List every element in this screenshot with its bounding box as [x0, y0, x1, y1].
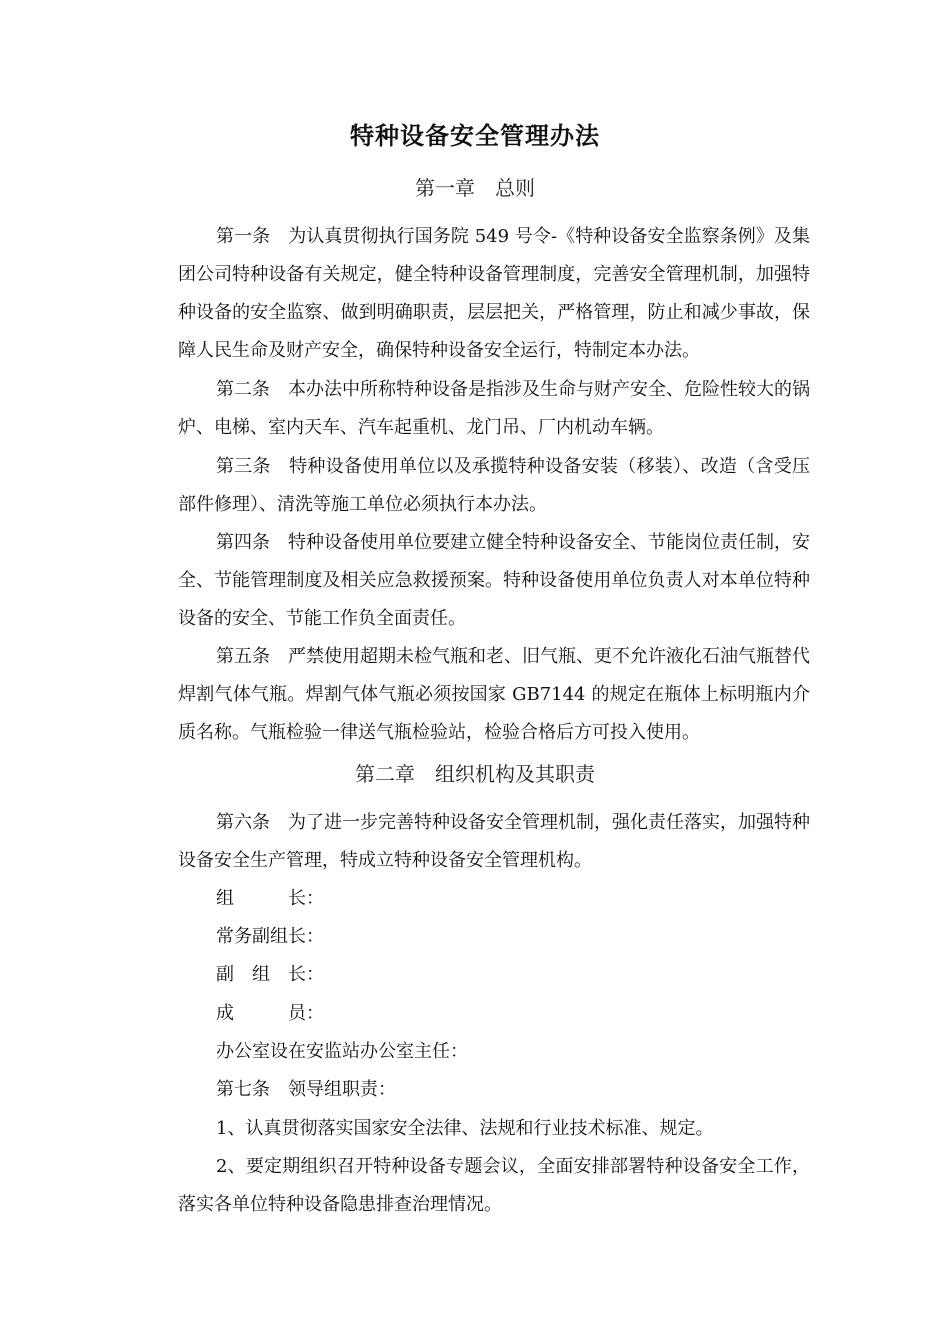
chapter-heading-1: 第一章 总则 [415, 176, 535, 200]
article-3: 第三条 特种设备使用单位以及承揽特种设备安装（移装）、改造（含受压部件修理）、清洗等施工单位必须执行本办法。 [178, 456, 810, 515]
article-1: 第一条 为认真贯彻执行国务院 549 号令-《特种设备安全监察条例》及集团公司特种设备有关规定，健全特种设备管理制度，完善安全管理机制，加强特种设备的安全监察、做到明确职责，层层把关，严格管理，防止和减少事故，保障人民生命及财产安全，确保特种设备安全运行，特制定本办法。 [178, 226, 810, 361]
duty-2: 2、要定期组织召开特种设备专题会议，全面安排部署特种设备安全工作，落实各单位特种设备隐患排查治理情况。 [178, 1156, 810, 1215]
article-5: 第五条 严禁使用超期未检气瓶和老、旧气瓶、更不允许液化石油气瓶替代焊割气体气瓶。焊割气体气瓶必须按国家 GB7144 的规定在瓶体上标明瓶内介质名称。气瓶检验一律送气瓶检验站，检验合格后方可投入使用。 [178, 646, 810, 743]
duty-1: 1、认真贯彻落实国家安全法律、法规和行业技术标准、规定。 [216, 1118, 714, 1139]
role-office: 办公室设在安监站办公室主任： [216, 1041, 468, 1062]
document-title: 特种设备安全管理办法 [350, 122, 600, 150]
role-exec-deputy: 常务副组长： [216, 926, 324, 947]
article-6: 第六条 为了进一步完善特种设备安全管理机制，强化责任落实，加强特种设备安全生产管理，特成立特种设备安全管理机构。 [178, 812, 810, 871]
role-leader: 组 长： [216, 888, 324, 909]
article-4: 第四条 特种设备使用单位要建立健全特种设备安全、节能岗位责任制，安全、节能管理制度及相关应急救援预案。特种设备使用单位负责人对本单位特种设备的安全、节能工作负全面责任。 [178, 532, 810, 629]
chapter-heading-2: 第二章 组织机构及其职责 [355, 762, 595, 786]
role-member: 成 员： [216, 1003, 324, 1024]
article-7: 第七条 领导组职责： [216, 1079, 396, 1100]
role-deputy: 副 组 长： [216, 964, 324, 985]
article-2: 第二条 本办法中所称特种设备是指涉及生命与财产安全、危险性较大的锅炉、电梯、室内天车、汽车起重机、龙门吊、厂内机动车辆。 [178, 379, 810, 438]
